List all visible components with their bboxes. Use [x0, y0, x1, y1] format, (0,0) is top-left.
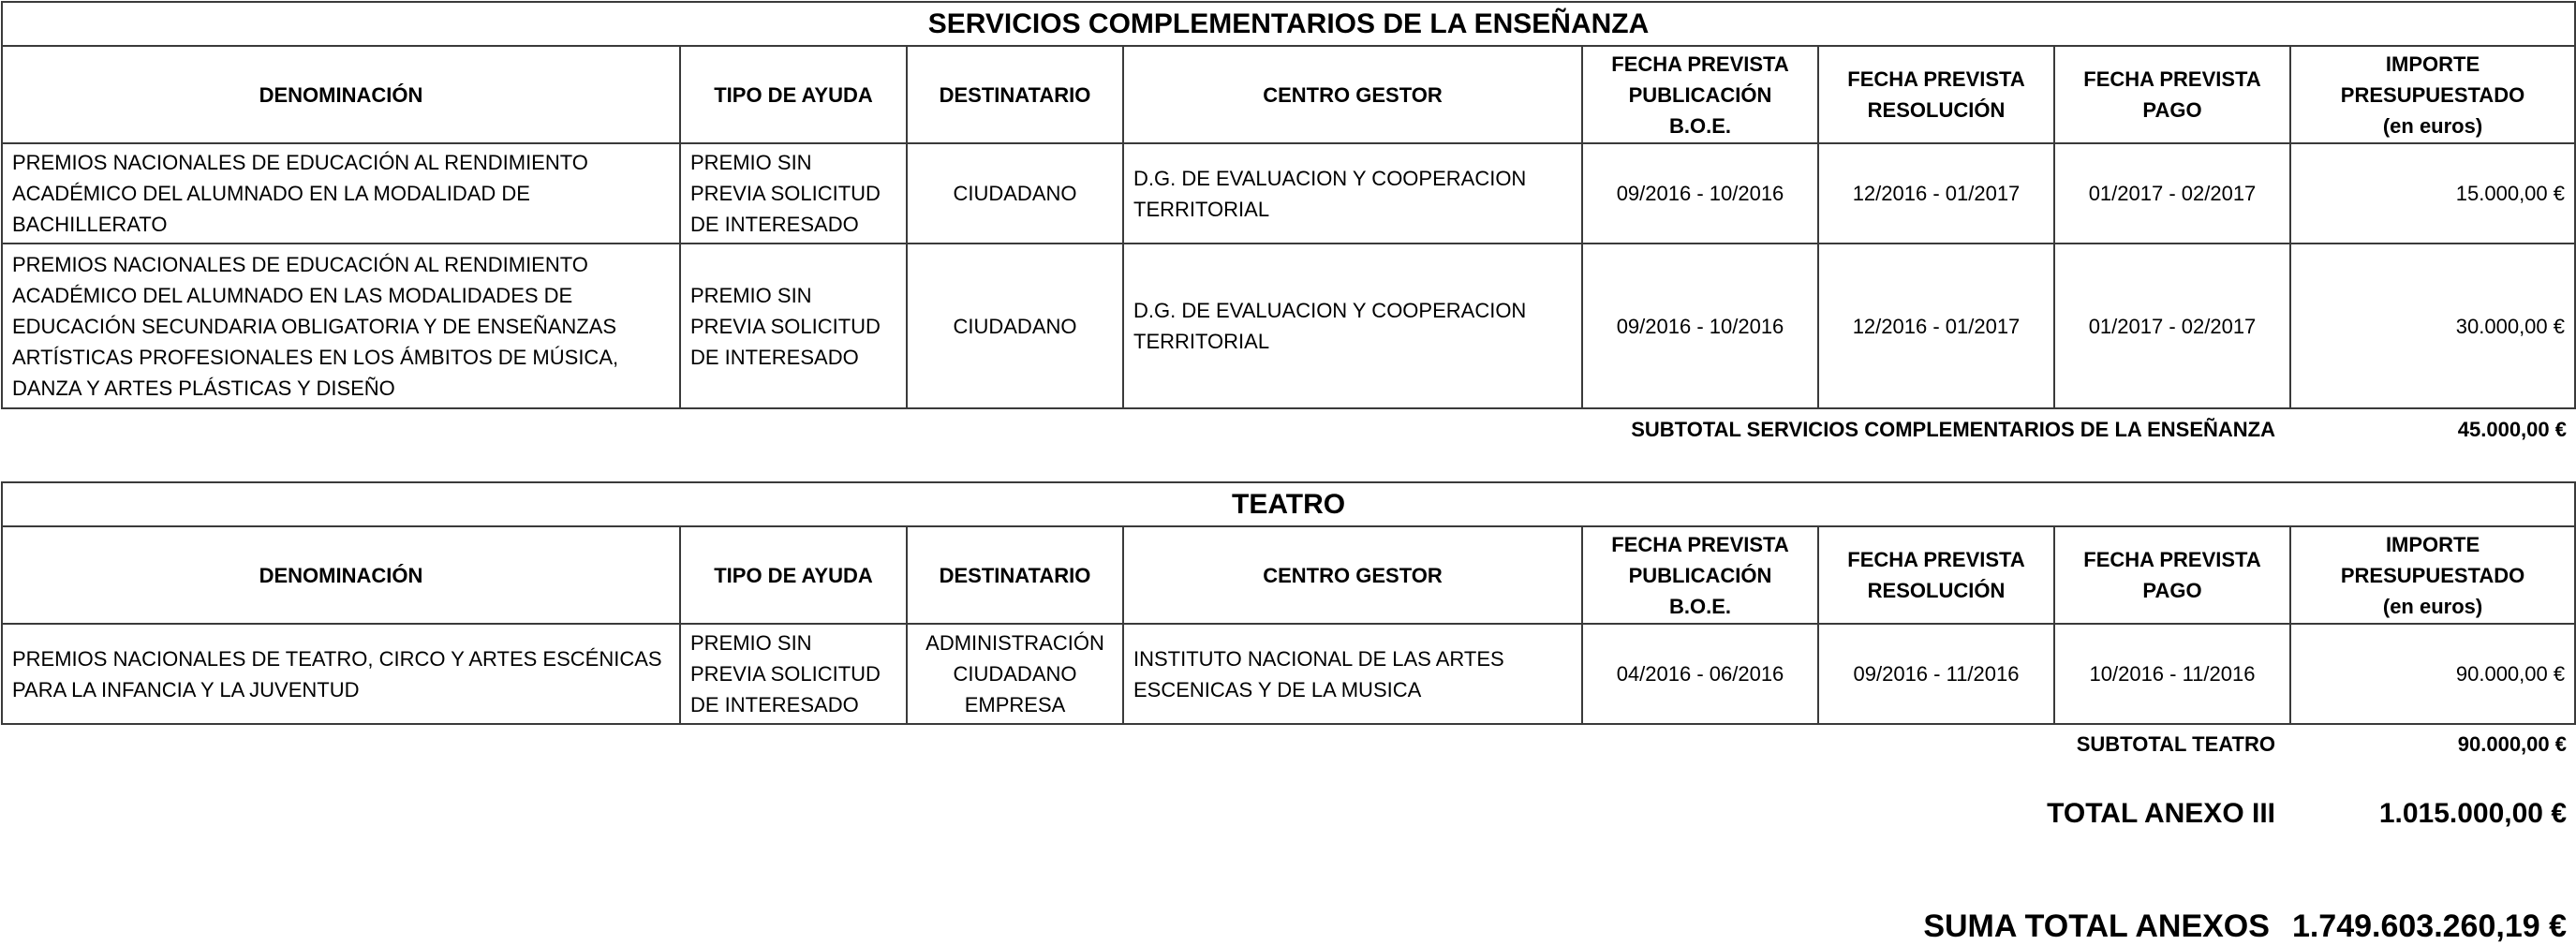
- cell-centro-gestor: INSTITUTO NACIONAL DE LAS ARTES ESCENICAS Y DE LA MUSICA: [1123, 624, 1582, 724]
- col-destinatario: DESTINATARIO: [907, 46, 1123, 143]
- cell-centro-gestor: D.G. DE EVALUACION Y COOPERACION TERRITORIAL: [1123, 143, 1582, 244]
- col-fecha-pago: FECHA PREVISTA PAGO: [2054, 526, 2290, 624]
- col-fecha-resolucion: FECHA PREVISTA RESOLUCIÓN: [1818, 46, 2054, 143]
- cell-fecha-pago: 10/2016 - 11/2016: [2054, 624, 2290, 724]
- cell-denominacion: PREMIOS NACIONALES DE TEATRO, CIRCO Y ARTES ESCÉNICAS PARA LA INFANCIA Y LA JUVENTUD: [2, 624, 680, 724]
- col-fecha-boe: FECHA PREVISTA PUBLICACIÓN B.O.E.: [1582, 46, 1818, 143]
- col-centro-gestor: CENTRO GESTOR: [1123, 526, 1582, 624]
- col-denominacion: DENOMINACIÓN: [2, 46, 680, 143]
- subtotal-value: 90.000,00 €: [2457, 732, 2567, 756]
- table-row: [2, 143, 2575, 244]
- subtotal-value: 45.000,00 €: [2457, 418, 2567, 441]
- header-row: [2, 526, 2575, 624]
- cell-fecha-boe: 04/2016 - 06/2016: [1582, 624, 1818, 724]
- cell-fecha-resolucion: 12/2016 - 01/2017: [1818, 143, 2054, 244]
- cell-importe: 15.000,00 €: [2290, 143, 2575, 244]
- table-servicios-complementarios: [1, 1, 2576, 409]
- subtotal-label: SUBTOTAL SERVICIOS COMPLEMENTARIOS DE LA ENSEÑANZA: [1631, 418, 2275, 441]
- subtotal-label: SUBTOTAL TEATRO: [2076, 732, 2275, 756]
- cell-tipo-ayuda: PREMIO SIN PREVIA SOLICITUD DE INTERESADO: [680, 143, 907, 244]
- cell-fecha-boe: 09/2016 - 10/2016: [1582, 244, 1818, 408]
- cell-tipo-ayuda: PREMIO SIN PREVIA SOLICITUD DE INTERESADO: [680, 244, 907, 408]
- cell-fecha-pago: 01/2017 - 02/2017: [2054, 244, 2290, 408]
- cell-destinatario: ADMINISTRACIÓN CIUDADANO EMPRESA: [907, 624, 1123, 724]
- section-title: SERVICIOS COMPLEMENTARIOS DE LA ENSEÑANZA: [2, 2, 2575, 46]
- col-centro-gestor: CENTRO GESTOR: [1123, 46, 1582, 143]
- cell-destinatario: CIUDADANO: [907, 143, 1123, 244]
- total-anexo-value: 1.015.000,00 €: [2378, 798, 2567, 829]
- col-importe: IMPORTE PRESUPUESTADO (en euros): [2290, 46, 2575, 143]
- cell-fecha-resolucion: 12/2016 - 01/2017: [1818, 244, 2054, 408]
- table-teatro: [1, 481, 2576, 725]
- cell-denominacion: PREMIOS NACIONALES DE EDUCACIÓN AL RENDIMIENTO ACADÉMICO DEL ALUMNADO EN LAS MODALIDADES DE EDUCACIÓN SECUNDARIA OBLIGATORIA Y DE ENSEÑANZAS ARTÍSTICAS PROFESIONALES EN LOS ÁMBITOS DE MÚSICA, DANZA Y ARTES PLÁSTICAS Y DISEÑO: [2, 244, 680, 408]
- grand-total-label: SUMA TOTAL ANEXOS: [1923, 908, 2270, 944]
- cell-destinatario: CIUDADANO: [907, 244, 1123, 408]
- cell-tipo-ayuda: PREMIO SIN PREVIA SOLICITUD DE INTERESADO: [680, 624, 907, 724]
- col-fecha-pago: FECHA PREVISTA PAGO: [2054, 46, 2290, 143]
- header-row: [2, 46, 2575, 143]
- col-tipo-ayuda: TIPO DE AYUDA: [680, 46, 907, 143]
- col-denominacion: DENOMINACIÓN: [2, 526, 680, 624]
- col-destinatario: DESTINATARIO: [907, 526, 1123, 624]
- table-row: [2, 244, 2575, 408]
- col-importe: IMPORTE PRESUPUESTADO (en euros): [2290, 526, 2575, 624]
- total-anexo-label: TOTAL ANEXO III: [2047, 798, 2275, 829]
- cell-fecha-pago: 01/2017 - 02/2017: [2054, 143, 2290, 244]
- table-row: [2, 624, 2575, 724]
- grand-total: [1923, 908, 2567, 945]
- cell-importe: 30.000,00 €: [2290, 244, 2575, 408]
- grand-total-value: 1.749.603.260,19 €: [2291, 908, 2567, 944]
- col-tipo-ayuda: TIPO DE AYUDA: [680, 526, 907, 624]
- col-fecha-boe: FECHA PREVISTA PUBLICACIÓN B.O.E.: [1582, 526, 1818, 624]
- cell-centro-gestor: D.G. DE EVALUACION Y COOPERACION TERRITORIAL: [1123, 244, 1582, 408]
- cell-importe: 90.000,00 €: [2290, 624, 2575, 724]
- cell-fecha-resolucion: 09/2016 - 11/2016: [1818, 624, 2054, 724]
- section-title: TEATRO: [2, 482, 2575, 526]
- cell-fecha-boe: 09/2016 - 10/2016: [1582, 143, 1818, 244]
- cell-denominacion: PREMIOS NACIONALES DE EDUCACIÓN AL RENDIMIENTO ACADÉMICO DEL ALUMNADO EN LA MODALIDAD DE BACHILLERATO: [2, 143, 680, 244]
- col-fecha-resolucion: FECHA PREVISTA RESOLUCIÓN: [1818, 526, 2054, 624]
